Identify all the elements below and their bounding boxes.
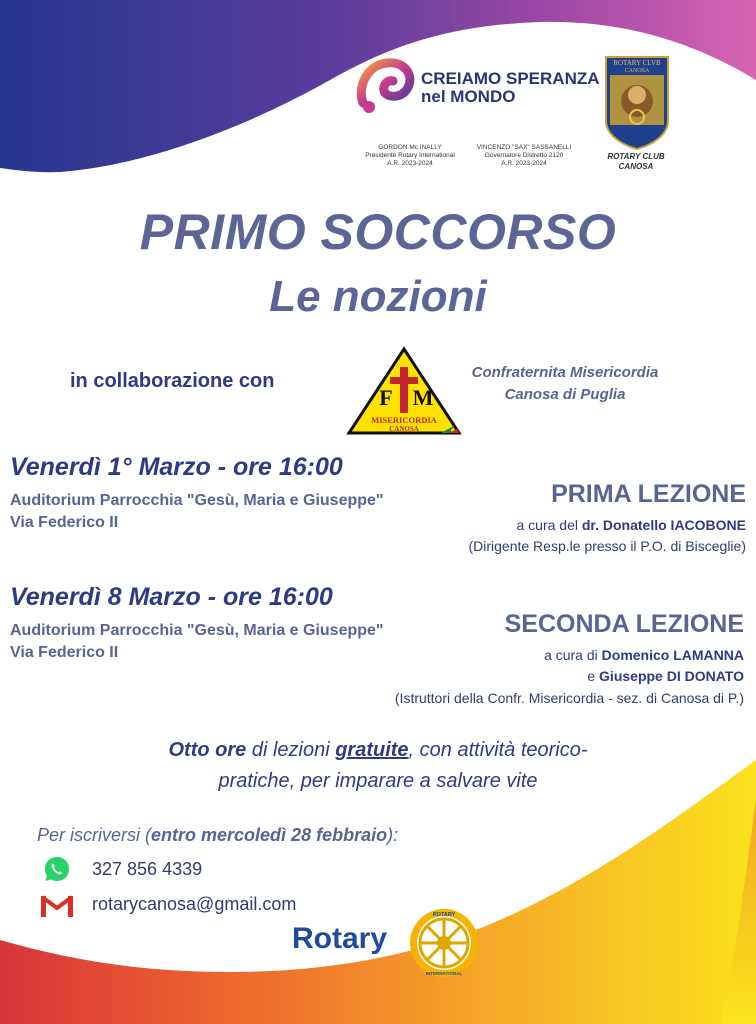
- page-title: PRIMO SOCCORSO: [139, 204, 617, 260]
- gmail-icon: [40, 893, 74, 919]
- lesson-2-care-prefix2: e: [587, 668, 596, 684]
- lesson-2-venue-name: Auditorium Parrocchia "Gesù, Maria e Giuseppe": [10, 622, 384, 639]
- lesson-1-title: PRIMA LEZIONE: [551, 480, 746, 508]
- shield-line2: CANOSA: [624, 68, 650, 74]
- lesson-1-venue: [10, 490, 384, 534]
- partner-line1: Confraternita Misericordia: [471, 364, 659, 381]
- lesson-2-title: SECONDA LEZIONE: [504, 610, 744, 638]
- rotary-wheel-icon: [408, 907, 480, 979]
- partner-name: [440, 362, 690, 406]
- lesson-1-care-prefix: a cura del: [516, 517, 578, 533]
- svg-text:M: M: [412, 385, 434, 410]
- promo-text: [0, 735, 756, 797]
- lesson-2-note: (Istruttori della Confr. Misericordia - sez. di Canosa di P.): [394, 690, 744, 706]
- lesson-2-care-name: Domenico LAMANNA: [601, 647, 744, 663]
- whatsapp-icon: [43, 855, 71, 883]
- registration-prefix: Per iscriversi (: [37, 825, 152, 845]
- lesson-1-date: Venerdì 1° Marzo - ore 16:00: [10, 453, 343, 481]
- lesson-2-date: Venerdì 8 Marzo - ore 16:00: [10, 583, 333, 611]
- rotary-wheel-bottom: INTERNATIONAL: [425, 971, 463, 976]
- svg-text:F: F: [379, 385, 393, 410]
- lesson-1-teacher: [517, 515, 747, 536]
- brand-text: [421, 70, 600, 106]
- phone-number[interactable]: 327 856 4339: [92, 859, 203, 879]
- signatory-2-year: A.R. 2023-2024: [501, 160, 547, 167]
- club-shield-icon: [604, 55, 670, 150]
- lesson-2-street: Via Federico II: [10, 644, 119, 661]
- misericordia-logo-line1: MISERICORDIA: [371, 415, 437, 425]
- promo-text2: , con attività teorico-: [408, 739, 588, 761]
- rotary-wordmark: Rotary: [292, 922, 388, 955]
- lesson-2-venue: [10, 620, 384, 664]
- signatory-2: [464, 144, 584, 168]
- partner-line2: Canosa di Puglia: [504, 386, 626, 403]
- registration-label: [37, 825, 398, 846]
- lesson-1-venue-name: Auditorium Parrocchia "Gesù, Maria e Giuseppe": [10, 492, 384, 509]
- club-caption-line1: ROTARY CLUB: [607, 152, 665, 161]
- signatory-2-name: VINCENZO "SAX" SASSANELLI: [476, 144, 572, 151]
- brand-swirl-icon: [355, 57, 417, 117]
- signatory-1-role: Presidente Rotary International: [365, 152, 455, 159]
- signatory-2-role: Governatore Distretto 2120: [484, 152, 564, 159]
- lesson-2-teacher: [544, 645, 744, 687]
- club-caption-line2: CANOSA: [618, 162, 654, 171]
- lesson-2-care-name2: Giuseppe DI DONATO: [599, 668, 744, 684]
- promo-text1: di lezioni: [246, 739, 336, 761]
- signatory-1-year: A.R. 2023-2024: [387, 160, 433, 167]
- rotary-wheel-top: ROTARY: [432, 912, 456, 918]
- signatory-1-name: GORDON Mc INALLY: [378, 144, 442, 151]
- registration-suffix: ):: [387, 825, 399, 845]
- promo-line2: pratiche, per imparare a salvare vite: [218, 770, 538, 792]
- lesson-2-care-prefix: a cura di: [544, 647, 598, 663]
- lesson-1-note: (Dirigente Resp.le presso il P.O. di Bisceglie): [468, 538, 746, 554]
- registration-deadline: entro mercoledì 28 febbraio: [151, 825, 388, 845]
- brand-line1: CREIAMO SPERANZA: [421, 69, 600, 88]
- email-address[interactable]: rotarycanosa@gmail.com: [92, 894, 297, 914]
- promo-free: gratuite: [335, 739, 409, 761]
- signatory-1: [350, 144, 470, 168]
- shield-line1: ROTARY CLVB: [613, 59, 661, 67]
- lesson-1-street: Via Federico II: [10, 514, 119, 531]
- brand-line2: nel MONDO: [421, 87, 516, 106]
- misericordia-logo-line2: CANOSA: [389, 425, 419, 433]
- collaboration-label: in collaborazione con: [70, 370, 275, 392]
- lesson-1-care-name: dr. Donatello IACOBONE: [581, 517, 746, 533]
- page-subtitle: Le nozioni: [269, 272, 487, 321]
- promo-bold: Otto ore: [168, 739, 247, 761]
- club-caption: [606, 152, 666, 172]
